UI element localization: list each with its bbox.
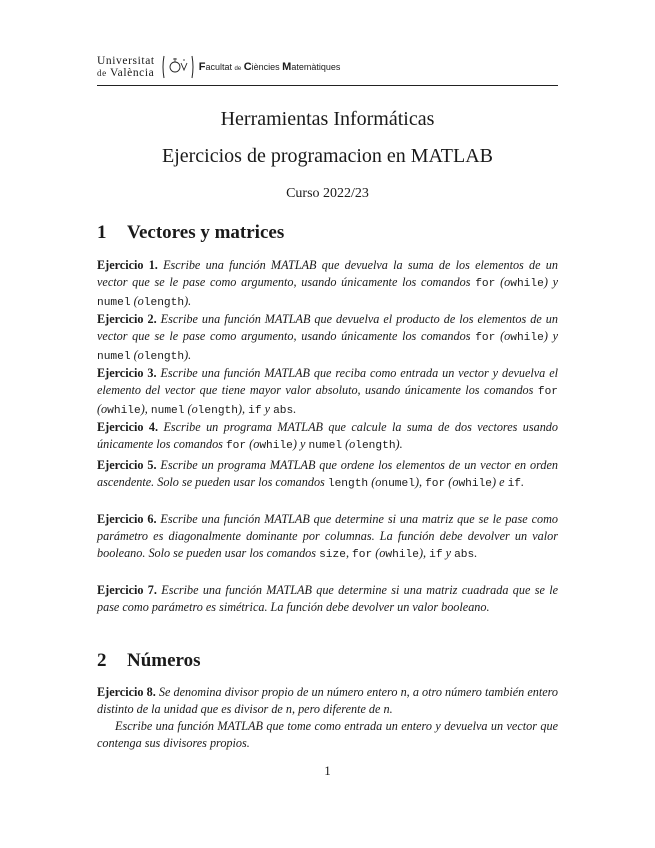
exercise-1 xyxy=(97,257,558,312)
exercise-text: ), xyxy=(237,402,246,416)
code-token: while xyxy=(107,405,141,417)
code-token: length xyxy=(143,351,185,363)
code-token: size xyxy=(319,549,346,561)
code-token: while xyxy=(458,478,493,490)
exercise-5 xyxy=(97,457,558,493)
code-token: while xyxy=(510,332,544,344)
code-token: for xyxy=(425,478,446,490)
math-variable: n xyxy=(285,702,292,716)
exercise-text: . xyxy=(293,402,297,416)
faculty-name xyxy=(199,61,341,73)
exercise-text: (o xyxy=(375,546,386,560)
section-heading-1 xyxy=(97,222,284,244)
code-token: while xyxy=(510,278,544,290)
code-token: numel xyxy=(381,478,415,490)
code-token: numel xyxy=(97,297,131,309)
section-heading-2 xyxy=(97,650,201,672)
faculty-word-1: acultat xyxy=(205,62,232,72)
code-token: while xyxy=(385,549,419,561)
exercise-text: (o xyxy=(345,437,356,451)
exercise-label: Ejercicio 6. xyxy=(97,512,157,526)
exercise-text: (o xyxy=(97,402,108,416)
exercise-text: (o xyxy=(500,275,511,289)
exercise-text: , a otro número también entero distinto de la unidad que es divisor de xyxy=(97,685,559,716)
exercise-text: ), xyxy=(140,402,148,416)
code-token: abs xyxy=(273,405,294,417)
faculty-word-3: iències xyxy=(251,62,280,72)
exercise-text: ). xyxy=(184,294,192,308)
exercise-label: Ejercicio 2. xyxy=(97,312,157,326)
exercise-text: (o xyxy=(133,294,144,308)
code-token: for xyxy=(352,549,373,561)
exercise-text: ). xyxy=(395,437,403,451)
math-variable: n xyxy=(383,702,390,716)
exercise-text: , xyxy=(345,546,349,560)
exercise-text: ) y xyxy=(543,329,559,343)
faculty-cap-f: F xyxy=(198,61,206,73)
document-title: Herramientas Informáticas xyxy=(220,108,435,130)
code-token: if xyxy=(429,549,443,561)
university-de: de xyxy=(97,68,107,78)
exercise-3 xyxy=(97,365,558,420)
faculty-word-2: de xyxy=(234,66,242,72)
section-title: Números xyxy=(127,650,201,671)
exercise-label: Ejercicio 7. xyxy=(97,583,157,597)
code-token: for xyxy=(475,278,496,290)
code-token: if xyxy=(248,405,262,417)
exercise-text: . xyxy=(389,702,393,716)
faculty-cap-c: C xyxy=(243,61,252,73)
document-subtitle: Ejercicios de programacion en MATLAB xyxy=(161,145,493,167)
exercise-text: (o xyxy=(448,475,459,489)
code-token: numel xyxy=(308,440,343,452)
course-year: Curso 2022/23 xyxy=(286,186,369,201)
faculty-word-4: atemàtiques xyxy=(291,62,341,72)
code-token: if xyxy=(507,478,522,490)
page-number: 1 xyxy=(324,763,331,778)
exercise-text: ), xyxy=(418,546,427,560)
exercise-label: Ejercicio 8. xyxy=(97,685,156,699)
exercise-text: Se denomina divisor propio de un número entero xyxy=(158,685,398,699)
exercise-text: (o xyxy=(500,329,511,343)
code-token: numel xyxy=(97,351,131,363)
university-seal-icon xyxy=(161,54,195,80)
exercise-8 xyxy=(97,684,558,752)
exercise-text: . xyxy=(474,546,478,560)
exercise-text: ) e xyxy=(492,475,505,489)
exercise-text: Escribe una función MATLAB que devuelva el producto de los elementos de un vector que se le pase como argumento, usando únicamente los comandos xyxy=(97,312,558,343)
exercise-text: Escribe un programa MATLAB que ordene los elementos de un vector en orden ascendente. Solo se pueden usar los comandos xyxy=(97,458,558,489)
exercise-text: Escribe una función MATLAB que determine si una matriz cuadrada que se le pase como parámetro es simétrica. La función debe devolver un valor booleano. xyxy=(97,583,558,614)
exercise-text: ) y xyxy=(543,275,559,289)
code-token: length xyxy=(327,478,369,490)
exercise-label: Ejercicio 4. xyxy=(97,420,159,434)
exercise-text: Escribe una función MATLAB que reciba como entrada un vector y devuelva el elemento del vector que tiene mayor valor absoluto, usando únicamente los comandos xyxy=(97,366,558,397)
code-token: numel xyxy=(150,405,185,417)
code-token: length xyxy=(143,297,185,309)
code-token: for xyxy=(475,332,496,344)
exercise-text: y xyxy=(445,546,452,560)
code-token: while xyxy=(259,440,293,452)
section-title: Vectores y matrices xyxy=(127,222,285,243)
exercise-text: Escribe una función MATLAB que determine si una matriz que se le pase como parámetro es diagonalmente dominante por columnas. La función debe devolver un valor booleano. Solo se pueden usar los comandos xyxy=(97,512,558,560)
exercise-text: Escribe una función MATLAB que devuelva la suma de los elementos de un vector que se le pase como argumento, usando únicamente los comandos xyxy=(97,258,558,289)
exercise-text: (o xyxy=(133,348,144,362)
exercise-text: (o xyxy=(187,402,198,416)
university-name xyxy=(97,55,155,79)
exercise-4 xyxy=(97,419,558,455)
header-rule xyxy=(97,85,558,86)
code-token: length xyxy=(355,440,396,452)
exercise-text: y xyxy=(264,402,271,416)
exercise-2 xyxy=(97,311,558,366)
code-token: for xyxy=(225,440,247,452)
exercise-text: Escribe un programa MATLAB que calcule la suma de dos vectores usando únicamente los comandos xyxy=(97,420,558,451)
exercise-6 xyxy=(97,511,558,564)
exercise-label: Ejercicio 1. xyxy=(97,258,158,272)
header-logo xyxy=(97,50,340,84)
code-token: for xyxy=(537,386,559,398)
section-number: 1 xyxy=(97,222,107,243)
university-line1: Universitat xyxy=(97,55,155,67)
exercise-paragraph-2: Escribe una función MATLAB que tome como entrada un entero y devuelva un vector que contenga sus divisores propios. xyxy=(97,719,558,750)
exercise-label: Ejercicio 5. xyxy=(97,458,157,472)
exercise-text: (o xyxy=(249,437,260,451)
exercise-text: ) y xyxy=(292,437,306,451)
exercise-7 xyxy=(97,582,558,616)
exercise-text: ), xyxy=(414,475,423,489)
section-number: 2 xyxy=(97,650,107,671)
university-line2: València xyxy=(109,67,155,79)
exercise-text: (o xyxy=(371,475,382,489)
exercise-label: Ejercicio 3. xyxy=(97,366,157,380)
code-token: abs xyxy=(454,549,475,561)
exercise-text: ). xyxy=(184,348,192,362)
code-token: length xyxy=(197,405,238,417)
exercise-text: , pero diferente de xyxy=(291,702,381,716)
exercise-text: . xyxy=(521,475,525,489)
faculty-cap-m: M xyxy=(282,61,292,73)
math-variable: n xyxy=(400,685,407,699)
